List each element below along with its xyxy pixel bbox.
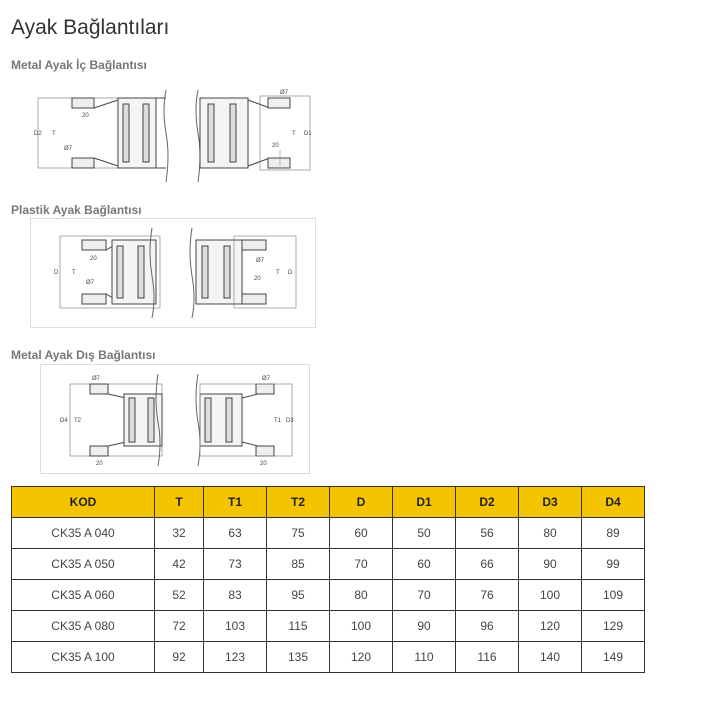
section-label-metal-inner: Metal Ayak İç Bağlantısı	[11, 58, 147, 72]
cell-d: 120	[330, 642, 393, 673]
table-header-row	[12, 487, 645, 518]
cell-d2: 96	[456, 611, 519, 642]
cell-d2: 56	[456, 518, 519, 549]
drawing-metal-outer-svg	[40, 364, 310, 474]
dim-label: D	[288, 270, 293, 276]
dim-label: Ø7	[262, 376, 271, 382]
cell-d1: 110	[393, 642, 456, 673]
dim-label: T1	[274, 418, 282, 424]
cell-kod: CK35 A 040	[12, 518, 155, 549]
cell-d1: 90	[393, 611, 456, 642]
header-kod: KOD	[12, 487, 155, 518]
cell-t2: 115	[267, 611, 330, 642]
cell-t: 42	[155, 549, 204, 580]
cell-d4: 109	[582, 580, 645, 611]
table-row	[12, 580, 645, 611]
cell-t2: 135	[267, 642, 330, 673]
cell-d: 70	[330, 549, 393, 580]
dim-label: D1	[304, 131, 312, 137]
cell-t: 72	[155, 611, 204, 642]
dim-label: T	[292, 131, 296, 137]
cell-t1: 83	[204, 580, 267, 611]
table-row	[12, 642, 645, 673]
header-t2: T2	[267, 487, 330, 518]
cell-t: 92	[155, 642, 204, 673]
dim-label: Ø7	[280, 90, 289, 96]
header-d2: D2	[456, 487, 519, 518]
dim-label: T	[72, 270, 76, 276]
cell-d4: 89	[582, 518, 645, 549]
cell-d: 80	[330, 580, 393, 611]
cell-d4: 129	[582, 611, 645, 642]
header-d3: D3	[519, 487, 582, 518]
cell-t2: 75	[267, 518, 330, 549]
drawing-plastic	[30, 218, 316, 328]
cell-d2: 66	[456, 549, 519, 580]
dim-label: Ø7	[64, 146, 73, 152]
dim-label: 20	[90, 256, 97, 262]
cell-t2: 85	[267, 549, 330, 580]
dimensions-table	[11, 486, 645, 673]
cell-kod: CK35 A 100	[12, 642, 155, 673]
cell-d4: 149	[582, 642, 645, 673]
dim-label: D3	[286, 418, 294, 424]
dim-label: Ø7	[92, 376, 101, 382]
header-d4: D4	[582, 487, 645, 518]
dim-label: 20	[272, 143, 279, 149]
cell-d3: 120	[519, 611, 582, 642]
drawing-plastic-svg	[30, 218, 316, 328]
dim-label: D	[54, 270, 59, 276]
cell-d1: 70	[393, 580, 456, 611]
cell-kod: CK35 A 080	[12, 611, 155, 642]
header-t: T	[155, 487, 204, 518]
cell-t1: 103	[204, 611, 267, 642]
cell-t1: 123	[204, 642, 267, 673]
dim-label: 20	[260, 461, 267, 467]
cell-d4: 99	[582, 549, 645, 580]
dim-label: 20	[82, 113, 89, 119]
cell-d3: 140	[519, 642, 582, 673]
cell-d2: 76	[456, 580, 519, 611]
cell-t: 52	[155, 580, 204, 611]
dim-label: T	[52, 131, 56, 137]
drawing-metal-inner-svg	[30, 86, 320, 186]
cell-d1: 60	[393, 549, 456, 580]
section-label-plastic: Plastik Ayak Bağlantısı	[11, 203, 142, 217]
header-d: D	[330, 487, 393, 518]
cell-t: 32	[155, 518, 204, 549]
cell-d: 60	[330, 518, 393, 549]
dim-label: D2	[34, 131, 42, 137]
cell-d3: 80	[519, 518, 582, 549]
cell-d3: 100	[519, 580, 582, 611]
dim-label: 20	[96, 461, 103, 467]
page-title: Ayak Bağlantıları	[11, 16, 170, 39]
table-row	[12, 611, 645, 642]
cell-t2: 95	[267, 580, 330, 611]
dim-label: T2	[74, 418, 82, 424]
cell-d1: 50	[393, 518, 456, 549]
cell-d: 100	[330, 611, 393, 642]
dim-label: T	[276, 270, 280, 276]
cell-kod: CK35 A 060	[12, 580, 155, 611]
header-t1: T1	[204, 487, 267, 518]
table-row	[12, 518, 645, 549]
dim-label: D4	[60, 418, 68, 424]
dim-label: Ø7	[256, 258, 265, 264]
cell-d2: 116	[456, 642, 519, 673]
drawing-metal-outer	[40, 364, 310, 474]
dim-label: 20	[254, 276, 261, 282]
drawing-metal-inner	[30, 86, 320, 186]
section-label-metal-outer: Metal Ayak Dış Bağlantısı	[11, 348, 156, 362]
cell-d3: 90	[519, 549, 582, 580]
cell-kod: CK35 A 050	[12, 549, 155, 580]
header-d1: D1	[393, 487, 456, 518]
cell-t1: 63	[204, 518, 267, 549]
dim-label: Ø7	[86, 280, 95, 286]
cell-t1: 73	[204, 549, 267, 580]
table-row	[12, 549, 645, 580]
